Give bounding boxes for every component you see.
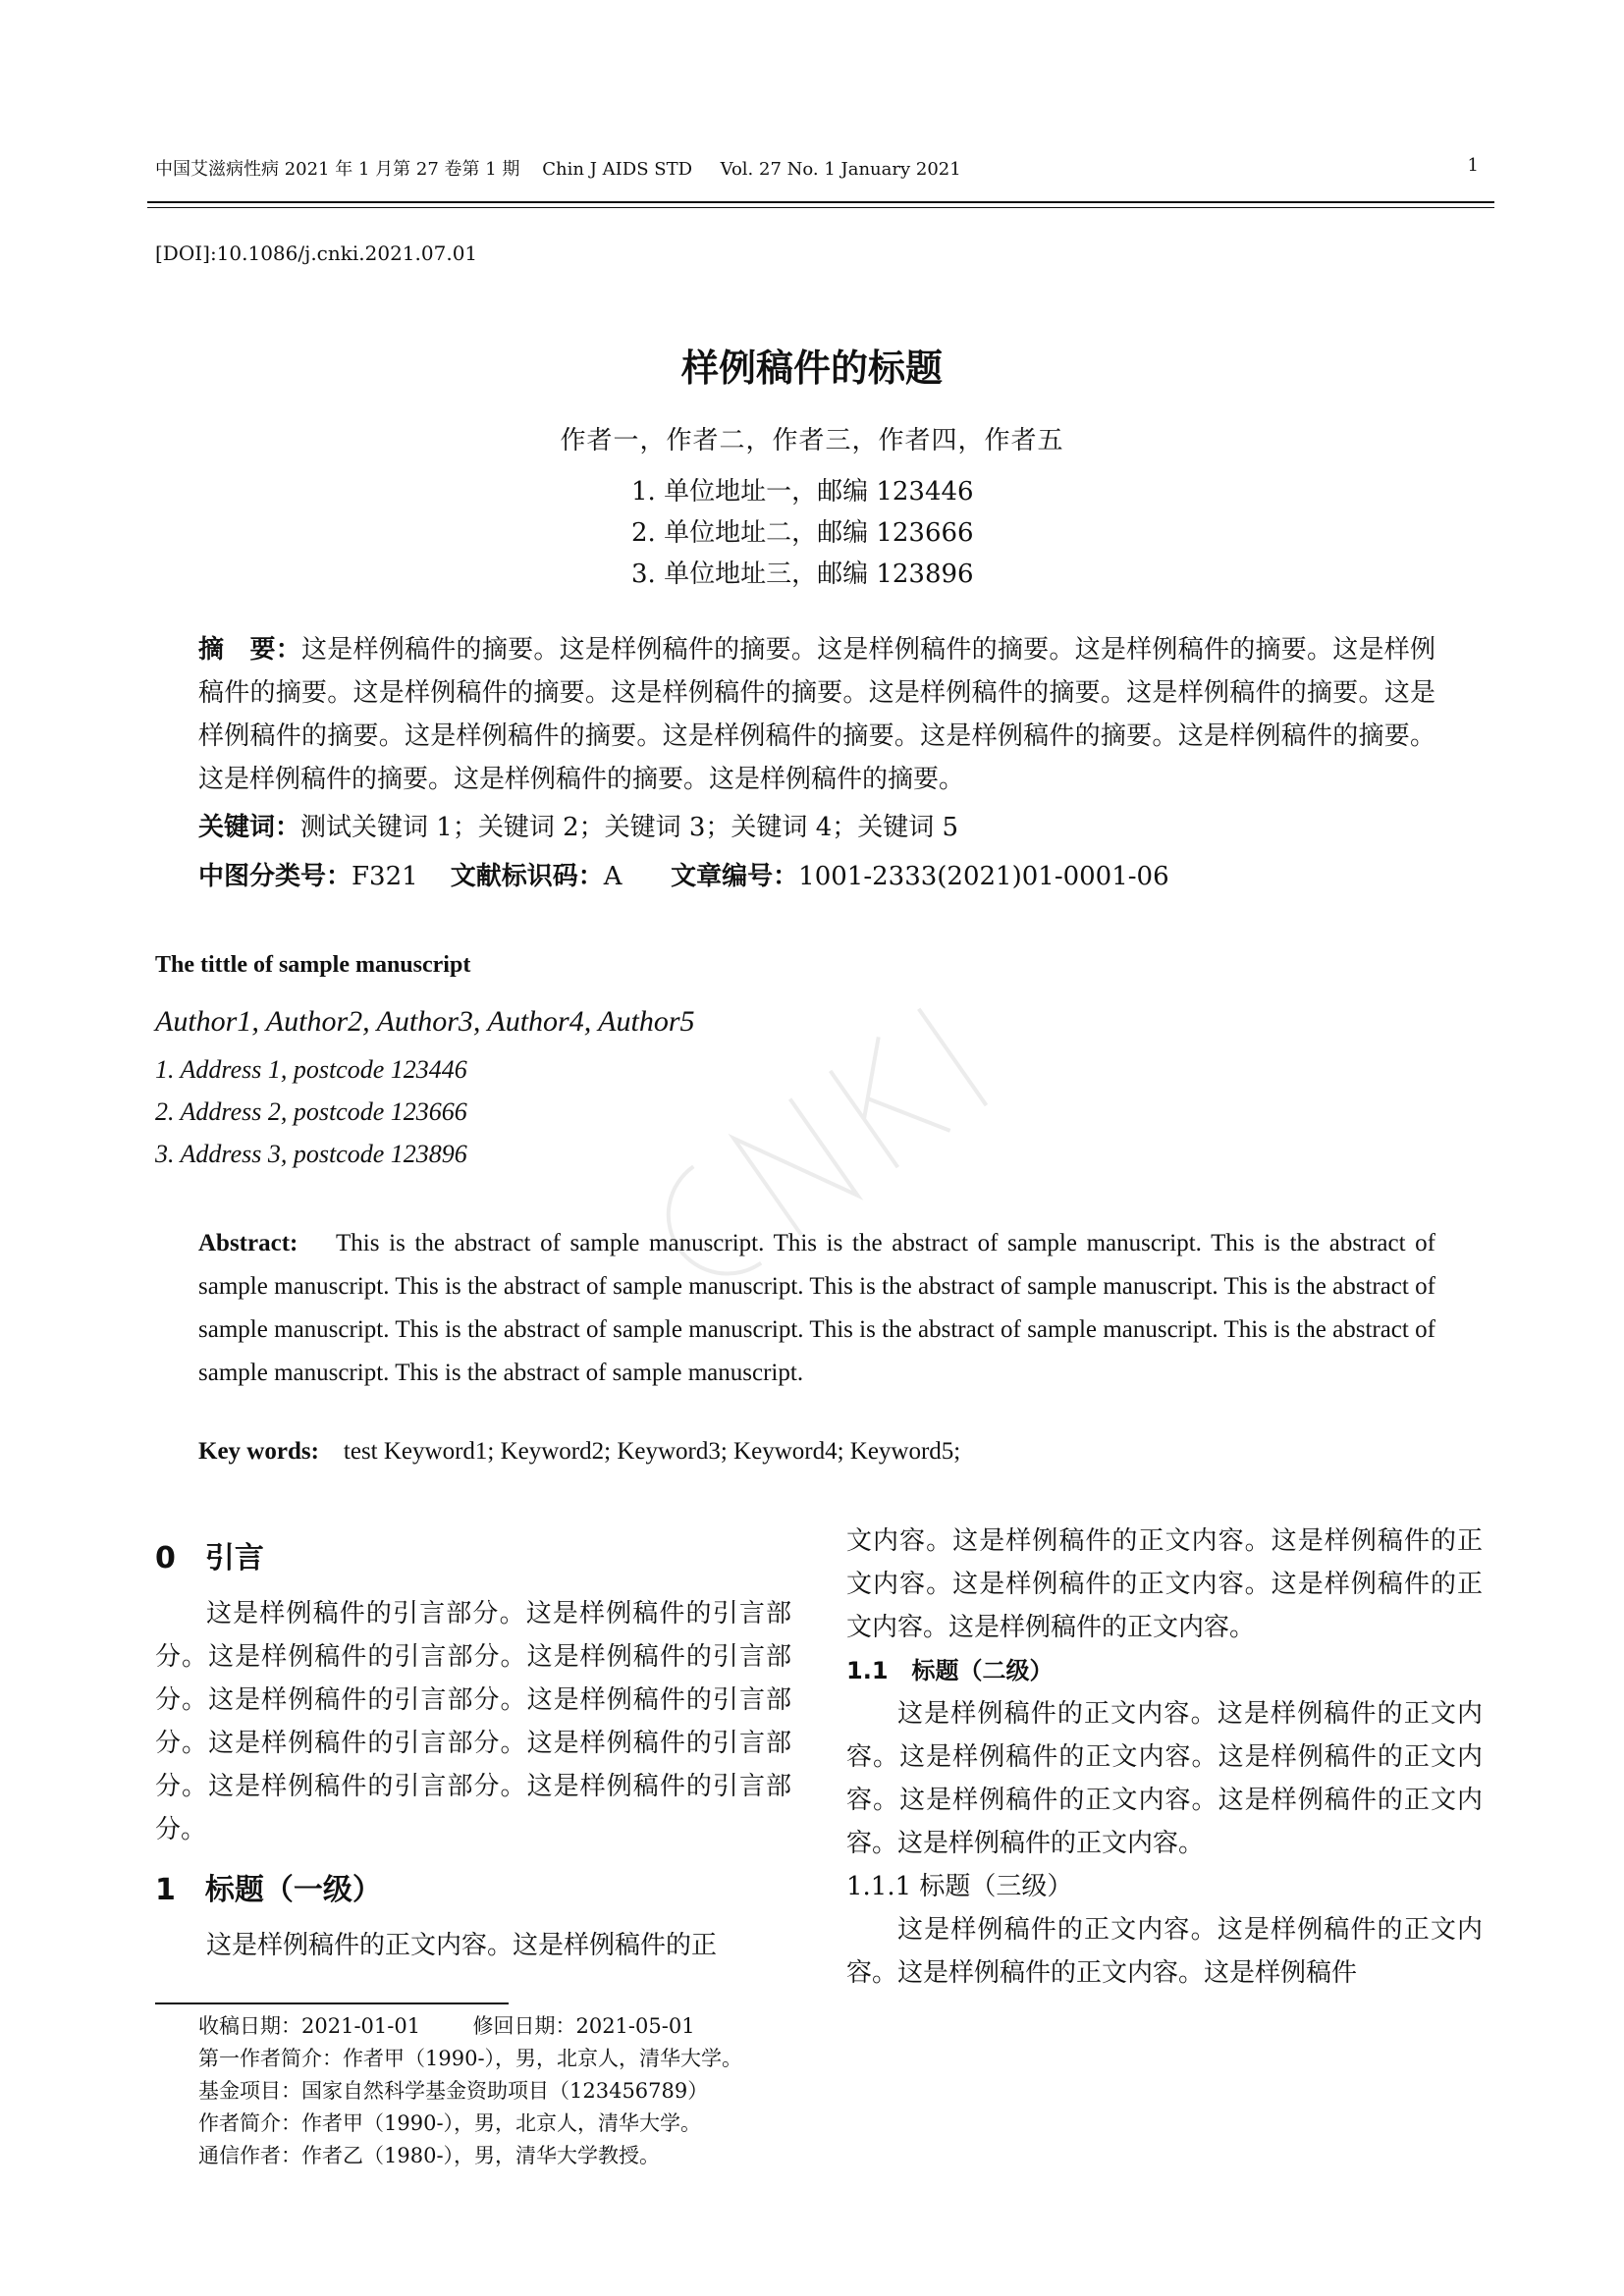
affiliation-en-2: 2. Address 2, postcode 123666 <box>155 1097 467 1126</box>
doc-code-value: A <box>603 862 623 891</box>
abstract-en-text: This is the abstract of sample manuscript. This is the abstract of sample manuscript. This is the abstract of sample manuscript. This is the abstract of sample manuscript. This is the abstract of sample manuscript. This is the abstract of sample manuscript. This is the abstract of sample manuscript. This is the abstract of sample manuscript. This is the abstract of sample manuscript. This is the abstract of sample manuscript. <box>198 1230 1436 1386</box>
journal-header: 中国艾滋病性病 2021 年 1 月第 27 卷第 1 期 Chin J AIDS STD Vol. 27 No. 1 January 2021 <box>155 159 961 180</box>
footnote-corresponding: 通信作者：作者乙（1980-），男，清华大学教授。 <box>198 2144 661 2167</box>
keywords-cn-label: 关键词： <box>198 813 301 842</box>
footnotes <box>198 2010 742 2172</box>
abstract-cn-label: 摘 要： <box>198 635 302 665</box>
footnote-author-bio: 作者简介：作者甲（1990-），男，北京人，清华大学。 <box>198 2111 702 2135</box>
continued-text: 文内容。这是样例稿件的正文内容。这是样例稿件的正文内容。这是样例稿件的正文内容。这是样例稿件的正文内容。这是样例稿件的正文内容。 <box>846 1526 1483 1642</box>
page-number: 1 <box>1467 155 1479 176</box>
section-1-text: 这是样例稿件的正文内容。这是样例稿件的正 <box>206 1931 718 1960</box>
keywords-en <box>198 1438 960 1466</box>
authors-en: Author1, Author2, Author3, Author4, Author5 <box>155 1005 695 1038</box>
affiliation-en-3: 3. Address 3, postcode 123896 <box>155 1140 467 1168</box>
paper-title-cn: 样例稿件的标题 <box>680 347 943 390</box>
section-1-1-1-heading: 1.1.1 标题（三级） <box>846 1872 1073 1901</box>
keywords-cn-text: 测试关键词 1；关键词 2；关键词 3；关键词 4；关键词 5 <box>300 813 959 842</box>
abstract-en-label: Abstract: <box>198 1230 298 1256</box>
section-1-1-1-text: 这是样例稿件的正文内容。这是样例稿件的正文内容。这是样例稿件的正文内容。这是样例稿件 <box>846 1915 1483 1988</box>
clc-label: 中图分类号： <box>198 862 352 891</box>
article-no-value: 1001-2333(2021)01-0001-06 <box>798 862 1169 891</box>
abstract-cn <box>198 628 1435 801</box>
right-column <box>846 1520 1483 1995</box>
keywords-en-text: test Keyword1; Keyword2; Keyword3; Keyword4; Keyword5; <box>343 1438 961 1465</box>
footnote-rule <box>155 2002 509 2004</box>
affiliation-cn-3: 3. 单位地址三，邮编 123896 <box>631 560 974 589</box>
affiliation-cn-2: 2. 单位地址二，邮编 123666 <box>631 518 974 548</box>
section-1-1-heading: 1.1 标题（二级） <box>846 1657 1054 1684</box>
section-0-heading: 0 引言 <box>155 1541 264 1575</box>
section-0-text: 这是样例稿件的引言部分。这是样例稿件的引言部分。这是样例稿件的引言部分。这是样例稿件的引言部分。这是样例稿件的引言部分。这是样例稿件的引言部分。这是样例稿件的引言部分。这是样例稿件的引言部分。这是样例稿件的引言部分。这是样例稿件的引言部分。 <box>155 1599 791 1844</box>
paper-title-en: The tittle of sample manuscript <box>155 952 471 978</box>
abstract-en <box>198 1222 1435 1395</box>
header-rule-thin <box>147 207 1494 208</box>
article-no-label: 文章编号： <box>671 862 799 891</box>
left-column <box>155 1537 791 1967</box>
section-1-1-text: 这是样例稿件的正文内容。这是样例稿件的正文内容。这是样例稿件的正文内容。这是样例稿件的正文内容。这是样例稿件的正文内容。这是样例稿件的正文内容。这是样例稿件的正文内容。 <box>846 1699 1483 1858</box>
keywords-en-label: Key words: <box>198 1438 319 1465</box>
affiliation-en-1: 1. Address 1, postcode 123446 <box>155 1055 467 1084</box>
affiliation-cn-1: 1. 单位地址一，邮编 123446 <box>631 477 974 507</box>
doc-code-label: 文献标识码： <box>450 862 604 891</box>
footnote-dates: 收稿日期：2021-01-01 修回日期：2021-05-01 <box>198 2014 695 2038</box>
abstract-cn-text: 这是样例稿件的摘要。这是样例稿件的摘要。这是样例稿件的摘要。这是样例稿件的摘要。这是样例稿件的摘要。这是样例稿件的摘要。这是样例稿件的摘要。这是样例稿件的摘要。这是样例稿件的摘要。这是样例稿件的摘要。这是样例稿件的摘要。这是样例稿件的摘要。这是样例稿件的摘要。这是样例稿件的摘要。这是样例稿件的摘要。这是样例稿件的摘要。这是样例稿件的摘要。 <box>198 635 1435 794</box>
footnote-funding: 基金项目：国家自然科学基金资助项目（123456789） <box>198 2079 709 2103</box>
footnote-first-author: 第一作者简介：作者甲（1990-），男，北京人，清华大学。 <box>198 2047 743 2070</box>
classification-line <box>198 856 1169 892</box>
keywords-cn <box>198 807 958 843</box>
clc-value: F321 <box>352 862 418 891</box>
header-rule-thick <box>147 201 1494 203</box>
section-1-heading: 1 标题（一级） <box>155 1873 382 1907</box>
doi: [DOI]:10.1086/j.cnki.2021.07.01 <box>155 241 478 265</box>
authors-cn: 作者一，作者二，作者三，作者四，作者五 <box>560 426 1064 455</box>
